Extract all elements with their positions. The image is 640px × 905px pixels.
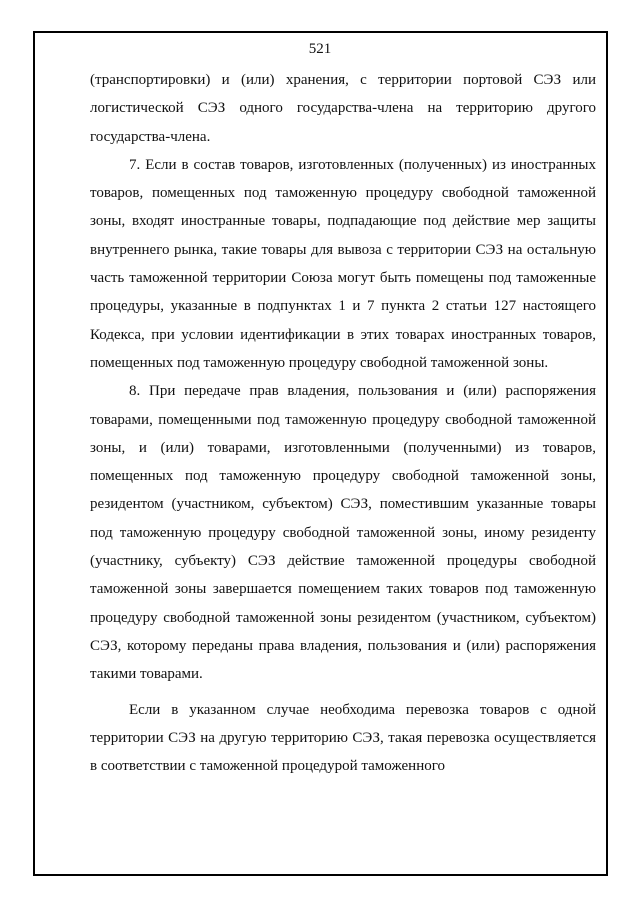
paragraph-item-8: 8. При передаче прав владения, пользования и (или) распоряжения товарами, помещенными под таможенную процедуру свободной таможенной зоны, и (или) товарами, изготовленными (полученными) из товаров, помещенных под таможенную процедуру свободной таможенной зоны, резидентом (участником, субъектом) СЭЗ, поместившим указанные товары под таможенную процедуру свободной таможенной зоны, иному резиденту (участнику, субъекту) СЭЗ действие таможенной процедуры свободной таможенной зоны завершается помещением таких товаров под таможенную процедуру свободной таможенной зоны резидентом (участником, субъектом) СЭЗ, которому переданы права владения, пользования и (или) распоряжения такими товарами. bbox=[90, 383, 596, 683]
paragraph-transport: Если в указанном случае необходима перевозка товаров с одной территории СЭЗ на другую территорию СЭЗ, такая перевозка осуществляется в соответствии с таможенной процедурой таможенного bbox=[90, 701, 596, 775]
paragraph-continuation: (транспортировки) и (или) хранения, с территории портовой СЭЗ или логистической СЭЗ одного государства-члена на территорию другого государства-члена. bbox=[90, 72, 596, 145]
document-body bbox=[90, 66, 596, 780]
page-number: 521 bbox=[308, 41, 332, 57]
paragraph-item-7: 7. Если в состав товаров, изготовленных (полученных) из иностранных товаров, помещенных под таможенную процедуру свободной таможенной зоны, входят иностранные товары, подпадающие под действие мер защиты внутреннего рынка, такие товары для вывоза с территории СЭЗ на остальную часть таможенной территории Союза могут быть помещены под таможенные процедуры, указанные в подпунктах 1 и 7 пункта 2 статьи 127 настоящего Кодекса, при условии идентификации в этих товарах иностранных товаров, помещенных под таможенную процедуру свободной таможенной зоны. bbox=[90, 156, 596, 371]
